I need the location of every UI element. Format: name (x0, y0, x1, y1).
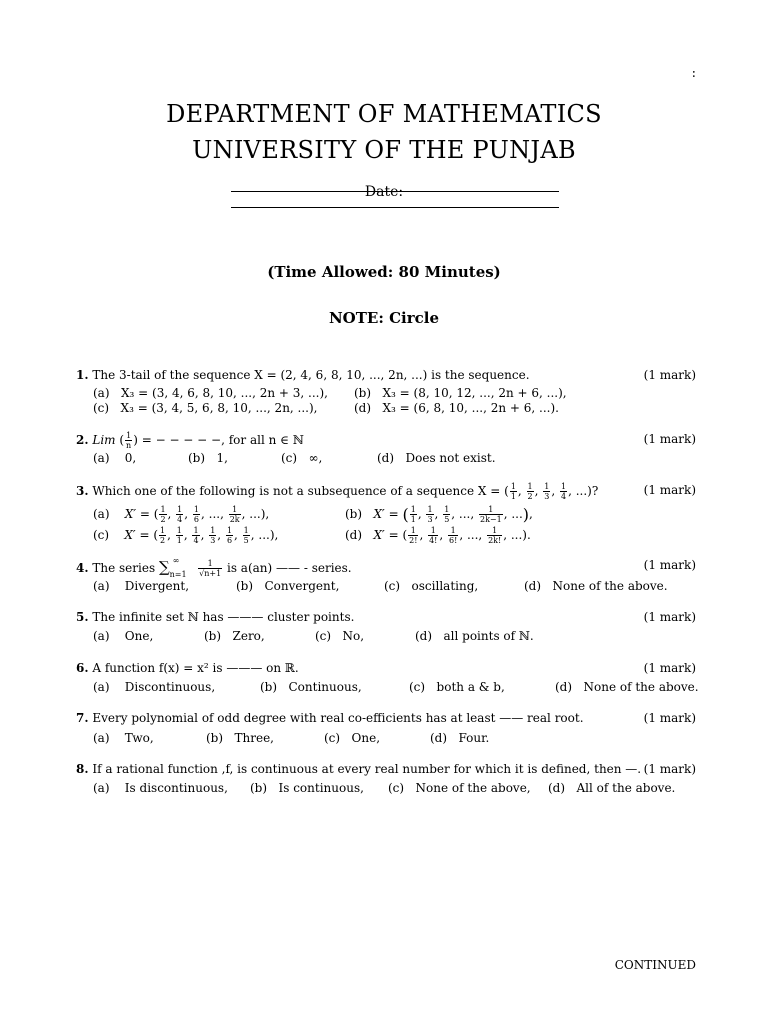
question-mark: (1 mark) (643, 558, 696, 572)
corner-mark: : (691, 66, 696, 81)
option-d: (d) X₃ = (6, 8, 10, ..., 2n + 6, ...). (354, 401, 559, 415)
option-c: (c) oscillating, (384, 579, 479, 593)
option-d: (d) None of the above. (555, 680, 699, 694)
summation-symbol: ∑ (158, 558, 170, 576)
fraction: $\frac{1}{n}$ (126, 431, 132, 450)
question-6 (76, 660, 299, 676)
question-mark: (1 mark) (643, 610, 696, 624)
question-mark: (1 mark) (643, 661, 696, 675)
question-number: 2. (76, 433, 89, 447)
question-text: Which one of the following is not a subsequence of a sequence X = (92, 484, 501, 498)
question-8 (76, 761, 641, 777)
question-mark: (1 mark) (643, 368, 696, 382)
option-a: (a) X′ = ( $\frac{1}{2}$ , $\frac{1}{4}$ , $\frac{1}{6}$ , ..., $\frac{1}{2k}$ , ...), (93, 505, 270, 524)
option-b: (b) Three, (206, 731, 274, 745)
option-a: (a) One, (93, 629, 154, 643)
option-b: (b) 1, (188, 451, 228, 465)
question-2: 2. Lim ( $\frac{1}{n}$ ) = − − − − −, for all n ∈ ℕ (76, 431, 304, 450)
option-c: (c) X₃ = (3, 4, 5, 6, 8, 10, ..., 2n, ...), (93, 401, 318, 415)
option-c: (c) X′ = ( $\frac{1}{2}$ , $\frac{1}{1}$ , $\frac{1}{4}$ , $\frac{1}{3}$ , $\frac{1}{6}$ , $\frac{1}{5}$ , ...), (93, 526, 279, 545)
option-a: (a) 0, (93, 451, 137, 465)
option-d: (d) All of the above. (548, 781, 676, 795)
option-c: (c) both a & b, (409, 680, 505, 694)
option-c: (c) One, (324, 731, 381, 745)
option-d: (d) X′ = ( $\frac{1}{2!}$ , $\frac{1}{4!}$ , $\frac{1}{6!}$ , ..., $\frac{1}{2k!}$ , ...). (345, 526, 531, 545)
continued-footer: CONTINUED (614, 958, 696, 972)
date-rule-bottom (231, 207, 559, 208)
question-text: is a(an) —— - series. (226, 561, 352, 575)
option-c: (c) No, (315, 629, 365, 643)
option-c: (c) ∞, (281, 451, 323, 465)
option-d: (d) Does not exist. (377, 451, 496, 465)
question-number: 4. (76, 561, 89, 575)
option-b: (b) X₃ = (8, 10, 12, ..., 2n + 6, ...), (354, 386, 567, 400)
question-text: The 3-tail of the sequence X = (2, 4, 6, 8, 10, ..., 2n, ...) is the sequence. (92, 368, 530, 382)
question-4: 4. The series $\sum_{n=1}^\infty$ $\frac{1}{√n+1}$ is a(an) —— - series. (76, 556, 352, 580)
question-mark: (1 mark) (643, 432, 696, 446)
option-a: (a) X₃ = (3, 4, 6, 8, 10, ..., 2n + 3, ...), (93, 386, 328, 400)
option-b: (b) Is continuous, (250, 781, 364, 795)
question-5 (76, 609, 354, 625)
option-c: (c) None of the above, (388, 781, 531, 795)
question-1 (76, 367, 530, 383)
option-a: (a) Discontinuous, (93, 680, 216, 694)
question-text: The infinite set ℕ has ——— cluster points. (92, 610, 355, 624)
question-mark: (1 mark) (643, 483, 696, 497)
question-7 (76, 710, 584, 726)
option-b: (b) Zero, (204, 629, 265, 643)
question-mark: (1 mark) (643, 762, 696, 776)
university-title: UNIVERSITY OF THE PUNJAB (192, 136, 576, 164)
option-b: (b) Convergent, (236, 579, 340, 593)
question-text: If a rational function ,f, is continuous at every real number for which it is defined, then —. (92, 762, 642, 776)
question-number: 6. (76, 661, 89, 675)
option-b: (b) Continuous, (260, 680, 362, 694)
question-number: 7. (76, 711, 89, 725)
date-label: Date: (364, 184, 404, 200)
time-allowed: (Time Allowed: 80 Minutes) (267, 263, 501, 281)
question-mark: (1 mark) (643, 711, 696, 725)
question-number: 1. (76, 368, 89, 382)
option-a: (a) Divergent, (93, 579, 190, 593)
question-text: Every polynomial of odd degree with real co-efficients has at least —— real root. (92, 711, 584, 725)
question-3: 3. Which one of the following is not a subsequence of a sequence X = ( $\frac{1}{1}$ , $\frac{1}{2}$ , $\frac{1}{3}$ , $\frac{1}{4}$ , ...)? (76, 482, 599, 501)
lim-text: Lim (92, 433, 116, 447)
option-d: (d) Four. (430, 731, 490, 745)
question-number: 8. (76, 762, 89, 776)
question-text: A function f(x) = x² is ——— on ℝ. (92, 661, 299, 675)
department-title: DEPARTMENT OF MATHEMATICS (166, 100, 602, 128)
note-heading: NOTE: Circle (328, 309, 440, 327)
option-b: (b) X′ = ( $\frac{1}{1}$ , $\frac{1}{3}$ , $\frac{1}{5}$ , ..., $\frac{1}{2k-1}$ , ...), (345, 505, 533, 524)
question-number: 5. (76, 610, 89, 624)
option-a: (a) Two, (93, 731, 154, 745)
option-d: (d) all points of ℕ. (415, 629, 534, 643)
question-number: 3. (76, 484, 89, 498)
option-a: (a) Is discontinuous, (93, 781, 228, 795)
option-d: (d) None of the above. (524, 579, 668, 593)
question-text: = − − − − −, for all n ∈ ℕ (141, 433, 304, 447)
